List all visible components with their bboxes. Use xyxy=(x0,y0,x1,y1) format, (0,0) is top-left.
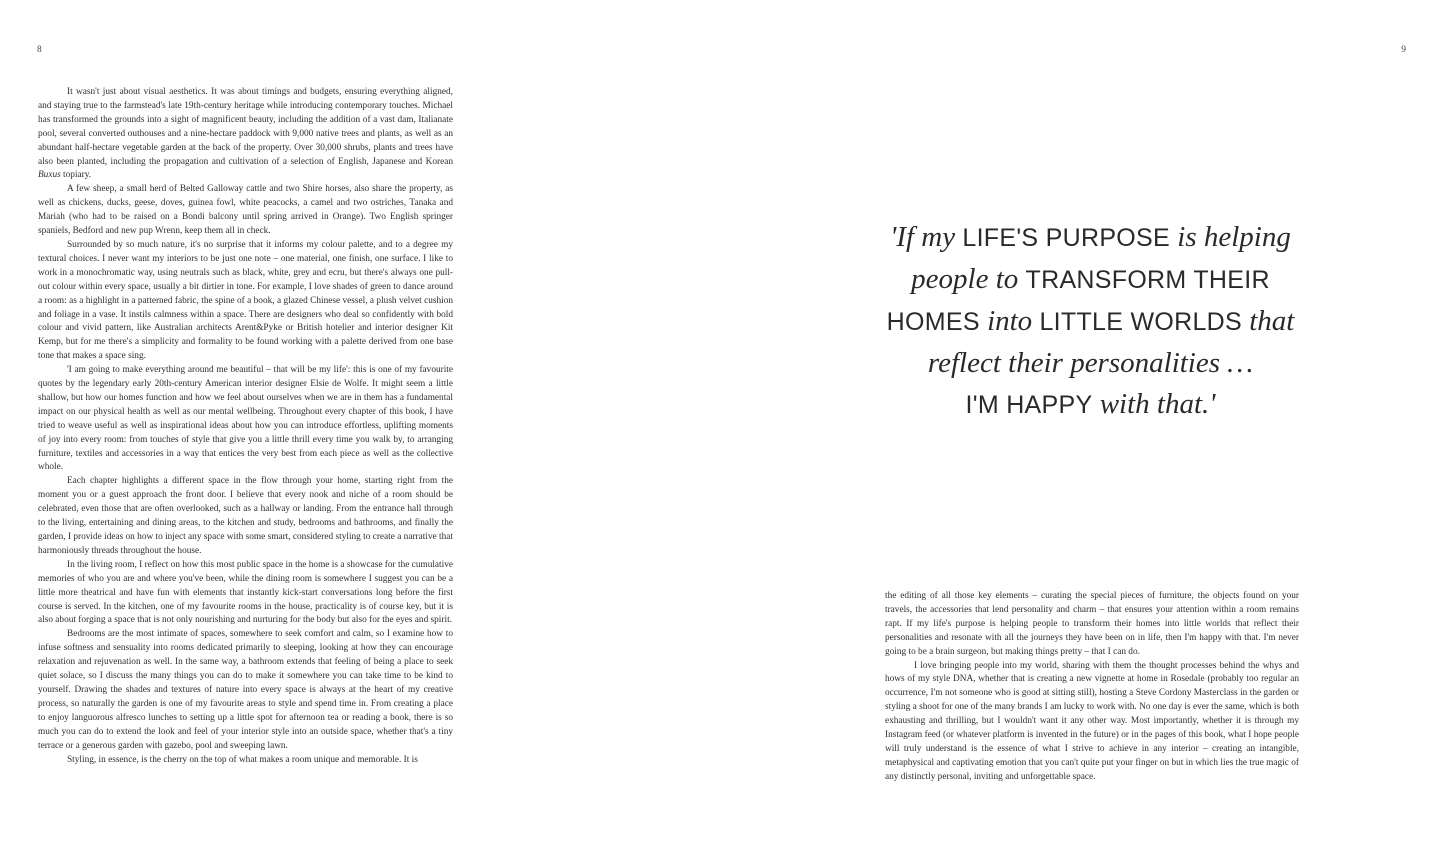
body-paragraph xyxy=(38,183,453,239)
body-paragraph xyxy=(885,660,1299,785)
quote-caps-text: LITTLE WORLDS xyxy=(1039,308,1242,336)
quote-italic-text: with that.' xyxy=(1092,388,1216,420)
quote-italic-text: 'If my xyxy=(890,221,963,253)
body-paragraph xyxy=(38,559,453,629)
pull-quote xyxy=(862,217,1319,426)
body-paragraph xyxy=(38,364,453,475)
text-run: 'I am going to make everything around me beautiful – that will be my life': this is one of my favourite quotes by the legendary early 20th-century American interior designer Elsie de Wolfe. It might seem a little shallow, but how our homes function and how we feel about ourselves when we are in them has a fundamental impact on our physical health as well as our mental wellbeing. Throughout every chapter of this book, I have tried to weave useful as well as inspirational ideas about how you can introduce effortless, uplifting moments of joy into every room: from touches of style that give you a little thrill every time you walk by, to arranging furniture, textiles and accessories in a way that entices the very best from each piece as well as the collective whole. xyxy=(38,365,453,473)
text-run: Surrounded by so much nature, it's no surprise that it informs my colour palette, and to a degree my textural choices. I never want my interiors to be just one note – one material, one finish, one surface. I like to work in a monochromatic way, using neutrals such as black, white, grey and ecru, but there's always one pull-out colour within every space, usually a bit dirtier in tone. For example, I love shades of green to dance around a room: as a highlight in a patterned fabric, the spine of a book, a glazed Chinese vessel, a plush velvet cushion and foliage in a vase. It instils calmness within a space. There are designers who deal so confidently with bold colour and vivid pattern, like Australian architects Arent&Pyke or British hotelier and interior designer Kit Kemp, but for me there's a simplicity and formality to be found working with a palette derived from one base tone that makes a space sing. xyxy=(38,239,453,362)
pull-quote-line xyxy=(862,384,1319,426)
text-run: A few sheep, a small herd of Belted Galloway cattle and two Shire horses, also share the property, as well as chickens, ducks, geese, doves, guinea fowl, white peacocks, a camel and two ostriches, Tanaka and Mariah (who had to be raised on a Bondi balcony until spring arrived in Orange). Two English springer spaniels, Bedford and new pup Wrenn, keep them all in check. xyxy=(38,184,453,237)
text-run: Each chapter highlights a different space in the flow through your home, starting right from the moment you or a guest approach the front door. I believe that every nook and niche of a room should be celebrated, even those that are often overlooked, such as a hallway or landing. From the entrance hall through to the living, entertaining and dining areas, to the kitchen and study, bedrooms and bathrooms, and finally the garden, I provide ideas on how to inject any space with some smart, considered styling to create a narrative that harmoniously threads throughout the house. xyxy=(38,476,453,556)
text-run: the editing of all those key elements – curating the special pieces of furniture, the objects found on your travels, the accessories that lend personality and charm – that ensures your attention within a room remains rapt. If my life's purpose is helping people to transform their homes into little worlds that reflect their personalities and resonate with all the journeys they have been on in life, then I'm happy with that. I'm never going to be a brain surgeon, but making things pretty – that I can do. xyxy=(885,591,1299,657)
page-number-left: 8 xyxy=(37,45,42,55)
body-paragraph xyxy=(38,239,453,364)
quote-italic-text: into xyxy=(979,305,1040,337)
quote-italic-text: that xyxy=(1241,305,1295,337)
text-run: I love bringing people into my world, sharing with them the thought processes behind the whys and hows of my style DNA, whether that is creating a new vignette at home in Rosedale (probably too regular an occurrence, I'm not someone who is good at sitting still), hosting a Steve Cordony Masterclass in the garden or styling a shoot for one of the many brands I am lucky to work with. No one day is ever the same, which is both exhausting and thrilling, but I wouldn't want it any other way. Most importantly, whether it is through my Instagram feed (or whatever platform is invented in the future) or in the pages of this book, what I hope people will truly understand is the essence of what I strive to achieve in any interior – creating an intangible, metaphysical and captivating emotion that you can't quite put your finger on but in which lies the true magic of any distinctly personal, inviting and unforgettable space. xyxy=(885,660,1299,782)
quote-italic-text: is helping xyxy=(1170,221,1291,253)
text-run: topiary. xyxy=(60,170,92,181)
pull-quote-line xyxy=(862,217,1319,259)
text-run: It wasn't just about visual aesthetics. It was about timings and budgets, ensuring everything aligned, and staying true to the farmstead's late 19th-century heritage while introducing contemporary touches. Michael has transformed the grounds into a sight of magnificent beauty, including the addition of a vast dam, Italianate pool, several converted outhouses and a nine-hectare paddock with 9,000 native trees and plants, as well as an abundant half-hectare vegetable garden at the back of the property. Over 30,000 shrubs, plants and trees have also been planted, including the propagation and cultivation of a selection of English, Japanese and Korean xyxy=(38,87,453,167)
quote-caps-text: HOMES xyxy=(886,308,980,336)
body-paragraph xyxy=(38,754,453,768)
body-paragraph xyxy=(885,590,1299,660)
quote-italic-text: reflect their personalities … xyxy=(927,347,1254,379)
text-run: Styling, in essence, is the cherry on the top of what makes a room unique and memorable. It is xyxy=(67,754,418,765)
body-paragraph xyxy=(38,475,453,558)
body-paragraph xyxy=(38,86,453,183)
left-page-body-text xyxy=(38,86,453,767)
right-page-body-text xyxy=(885,590,1299,785)
quote-italic-text: people to xyxy=(911,263,1026,295)
pull-quote-line xyxy=(862,259,1319,301)
pull-quote-line xyxy=(862,301,1319,343)
page-number-right: 9 xyxy=(1401,45,1406,55)
text-run: In the living room, I reflect on how this most public space in the home is a showcase for the cumulative memories of who you are and where you've been, while the dining room is somewhere I suggest you can be a little more theatrical and have fun with elements that instantly kick-start conversations long before the first course is served. In the kitchen, one of my favourite rooms in the house, practicality is of course key, but it is also about forging a space that is not only nourishing and nurturing for the body but also for the eyes and spirit. xyxy=(38,559,453,626)
pull-quote-line xyxy=(862,343,1319,384)
text-run: Bedrooms are the most intimate of spaces, somewhere to seek comfort and calm, so I examine how to infuse softness and sensuality into rooms dedicated primarily to sleeping, looking at how they can encourage relaxation and rejuvenation as well. In the same way, a bathroom extends that feeling of being a place to seek quiet solace, so I discuss the many things you can do to make it somewhere you can take time to be kind to yourself. Drawing the shades and textures of nature into every space is always at the heart of my creative process, so naturally the garden is one of my favourite areas to style and spend time in. From creating a place to enjoy languorous alfresco lunches to setting up a little spot for afternoon tea or reading a book, there is so much you can do to extend the look and feel of your interior style into an outside space, whether that's a tiny terrace or a generous garden with gazebo, pool and sweeping lawn. xyxy=(38,629,453,751)
quote-caps-text: LIFE'S PURPOSE xyxy=(962,224,1171,252)
body-paragraph xyxy=(38,628,453,753)
quote-caps-text: TRANSFORM THEIR xyxy=(1025,266,1270,294)
quote-caps-text: I'M HAPPY xyxy=(965,391,1093,419)
italic-text: Buxus xyxy=(38,170,61,181)
